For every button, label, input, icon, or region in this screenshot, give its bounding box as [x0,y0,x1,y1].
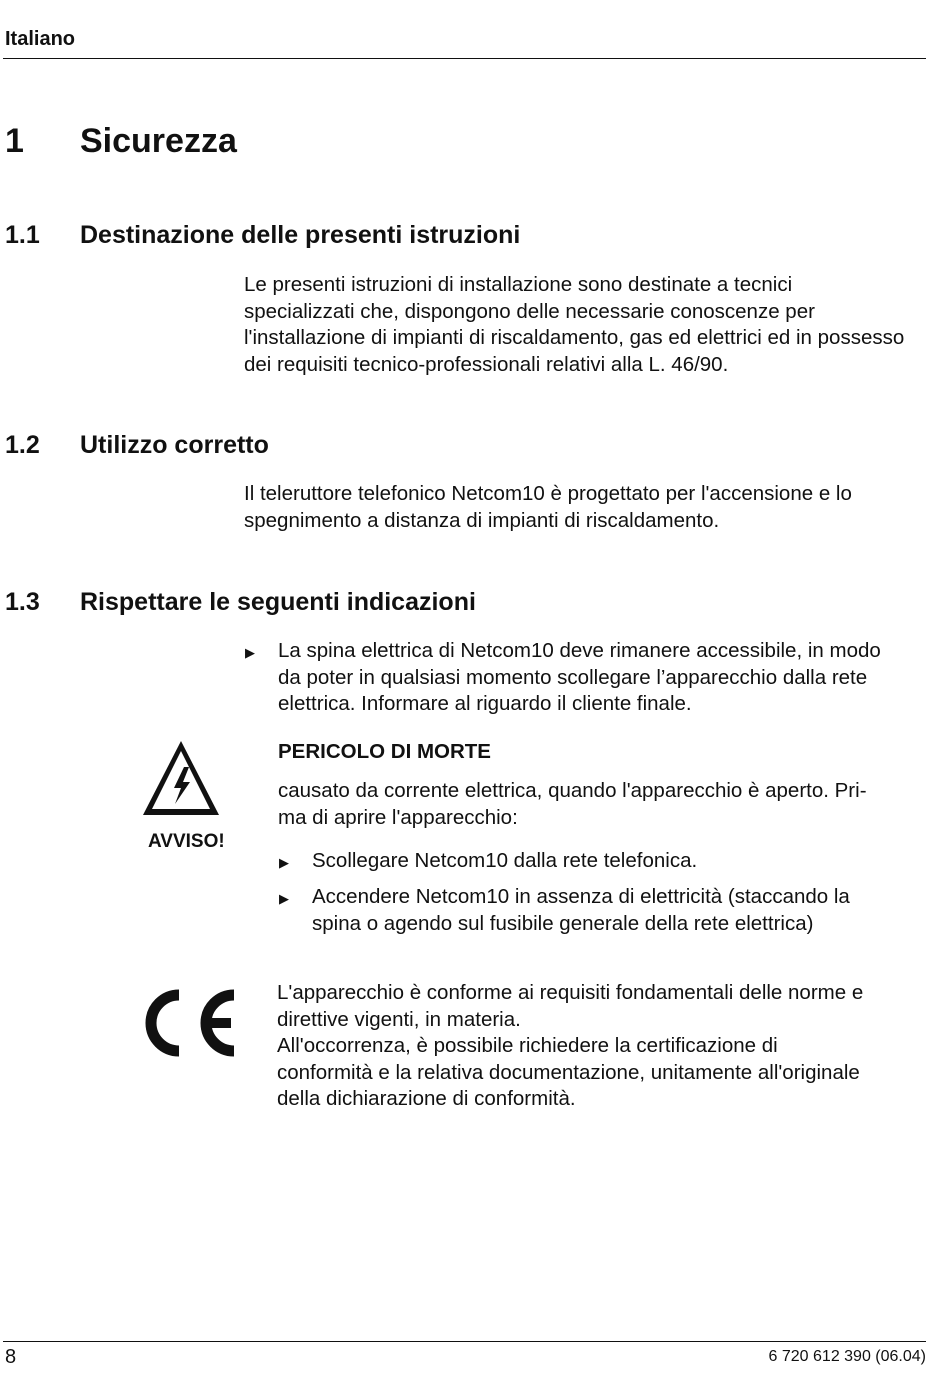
body-line: spegnimento a distanza di impianti di riscaldamento. [244,508,720,532]
bullet-line: Accendere Netcom10 in assenza di elettricità (staccando la [312,885,850,908]
section-1-2-body [244,481,852,534]
warning-label: AVVISO! [148,831,225,852]
ce-text [277,980,863,1113]
ce-mark-icon [133,984,239,1062]
body-line: l'installazione di impianti di riscaldamento, gas ed elettrici ed in possesso [244,326,905,349]
section-1-1-title: Destinazione delle presenti istruzioni [80,221,521,249]
warning-line: causato da corrente elettrica, quando l'apparecchio è aperto. Pri- [278,779,867,802]
ce-line: direttive vigenti, in materia. [277,1007,521,1031]
header-rule [3,58,926,59]
bullet-line: Scollegare Netcom10 dalla rete telefonica. [312,849,698,872]
ce-line: L'apparecchio è conforme ai requisiti fondamentali delle norme e [277,981,864,1004]
ce-line: della dichiarazione di conformità. [277,1087,576,1110]
body-line: Le presenti istruzioni di installazione sono destinate a tecnici [244,273,793,296]
section-1-3-title: Rispettare le seguenti indicazioni [80,588,476,616]
section-1-1-body [244,272,904,378]
section-1-2-title: Utilizzo corretto [80,431,269,459]
document-code: 6 720 612 390 (06.04) [768,1348,926,1365]
chapter-number: 1 [5,122,24,160]
warning-bullet-2 [312,884,850,937]
warning-line: ma di aprire l'apparecchio: [278,805,518,829]
bullet-line: La spina elettrica di Netcom10 deve rimanere accessibile, in modo [278,639,881,662]
bullet-triangle-icon: ▶ [279,891,289,906]
warning-bullet-1 [312,848,697,875]
body-line: specializzati che, dispongono delle necessarie conoscenze per [244,299,815,323]
body-line: Il teleruttore telefonico Netcom10 è progettato per l'accensione e lo [244,482,852,505]
bullet-triangle-icon: ▶ [279,855,289,870]
footer-rule [3,1341,926,1342]
section-1-3-number: 1.3 [5,588,40,616]
bullet-line: elettrica. Informare al riguardo il cliente finale. [278,692,692,715]
body-line: dei requisiti tecnico-professionali relativi alla L. 46/90. [244,352,729,376]
bullet-line: spina o agendo sul fusibile generale della rete elettrica) [312,911,814,935]
ce-line: All'occorrenza, è possibile richiedere la certificazione di [277,1034,778,1057]
page-number: 8 [5,1346,17,1368]
header-language: Italiano [5,28,76,50]
section-1-2-number: 1.2 [5,431,40,459]
warning-title: PERICOLO DI MORTE [278,740,491,763]
warning-text [278,778,867,831]
electric-hazard-triangle-icon [140,738,222,818]
bullet-triangle-icon: ▶ [245,645,255,660]
chapter-title: Sicurezza [80,122,237,160]
ce-line: conformità e la relativa documentazione, unitamente all'originale [277,1060,860,1084]
section-1-3-bullet [278,638,881,718]
section-1-1-number: 1.1 [5,221,40,249]
bullet-line: da poter in qualsiasi momento scollegare l’apparecchio dalla rete [278,665,868,689]
